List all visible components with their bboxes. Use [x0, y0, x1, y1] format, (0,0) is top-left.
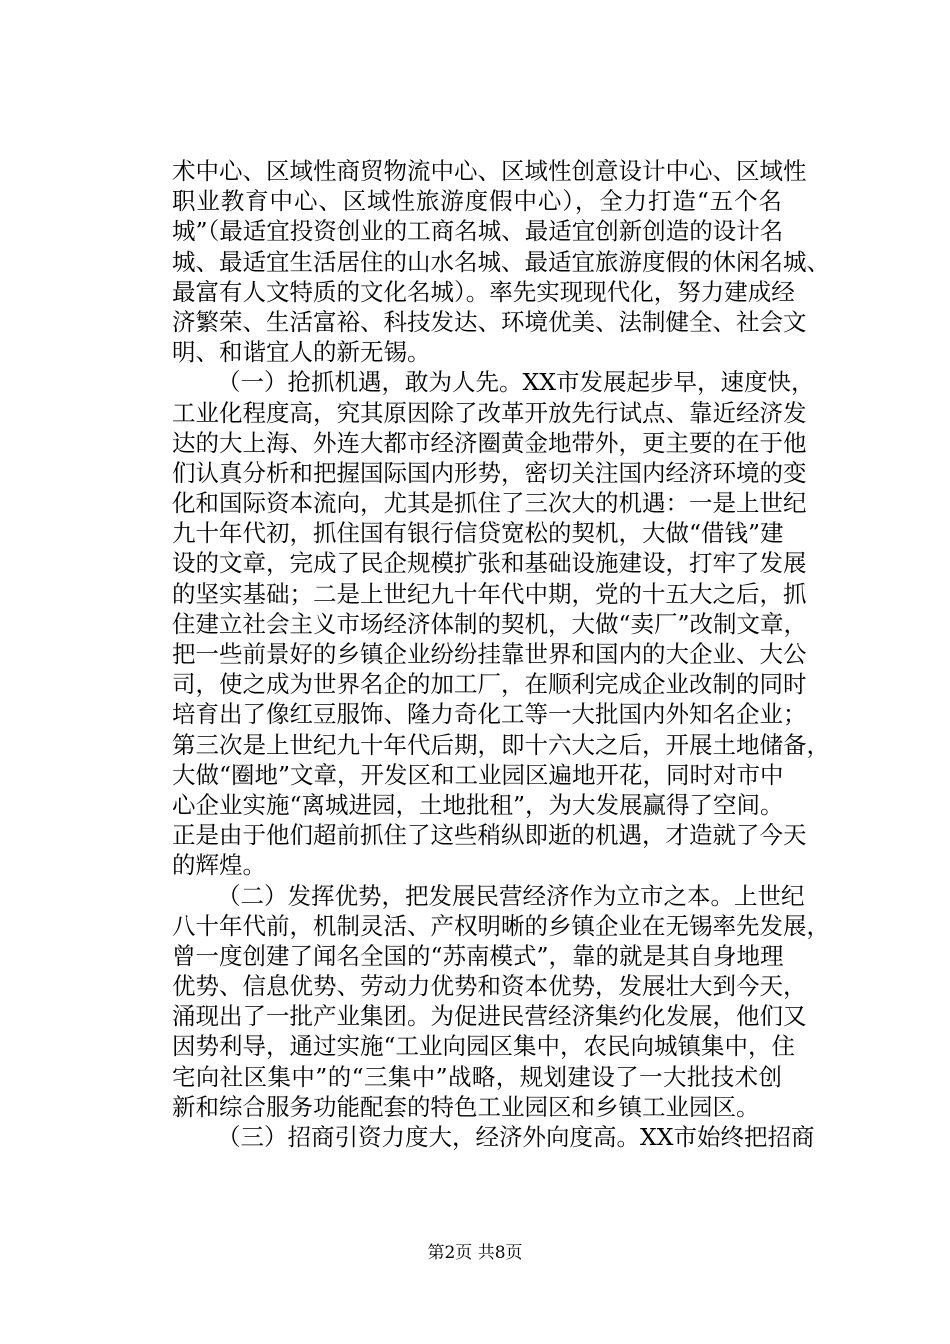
text-line: 职业教育中心、区域性旅游度假中心），全力打造“五个名 [172, 187, 782, 216]
text-line: 住建立社会主义市场经济体制的契机，大做“卖厂”改制文章， [172, 609, 808, 638]
document-body [172, 156, 830, 1152]
text-line: 新和综合服务功能配套的特色工业园区和乡镇工业园区。 [172, 1092, 760, 1121]
text-line: 化和国际资本流向，尤其是抓住了三次大的机遇：一是上世纪 [172, 489, 807, 518]
text-line: 的辉煌。 [172, 851, 266, 880]
text-line: （二）发挥优势，把发展民营经济作为立市之本。上世纪 [217, 881, 805, 910]
text-line: 明、和谐宜人的新无锡。 [172, 338, 431, 367]
text-line: 优势、信息优势、劳动力优势和资本优势，发展壮大到今天， [172, 972, 807, 1001]
text-line: 八十年代前，机制灵活、产权明晰的乡镇企业在无锡率先发展， [172, 911, 830, 940]
text-line: （一）抢抓机遇，敢为人先。XX市发展起步早，速度快， [217, 368, 815, 397]
text-line: 城”（最适宜投资创业的工商名城、最适宜创新创造的设计名 [172, 217, 784, 246]
text-line: 宅向社区集中”的“三集中”战略，规划建设了一大批技术创 [172, 1062, 782, 1091]
text-line: 第三次是上世纪九十年代后期，即十六大之后，开展土地储备， [172, 730, 830, 759]
text-line: 正是由于他们超前抓住了这些稍纵即逝的机遇，才造就了今天 [172, 821, 807, 850]
text-line: 涌现出了一批产业集团。为促进民营经济集约化发展，他们又 [172, 1002, 807, 1031]
text-line: 司，使之成为世界名企的加工厂，在顺利完成企业改制的同时 [172, 670, 807, 699]
text-line: 的坚实基础；二是上世纪九十年代中期，党的十五大之后，抓 [172, 579, 807, 608]
text-line: 大做“圈地”文章，开发区和工业园区遍地开花，同时对市中 [172, 760, 784, 789]
text-line: 培育出了像红豆服饰、隆力奇化工等一大批国内外知名企业； [172, 700, 807, 729]
text-line: （三）招商引资力度大，经济外向度高。XX市始终把招商 [217, 1123, 815, 1151]
text-line: 济繁荣、生活富裕、科技发达、环境优美、法制健全、社会文 [172, 307, 807, 336]
text-line: 设的文章，完成了民企规模扩张和基础设施建设，打牢了发展 [172, 549, 807, 578]
text-line: 把一些前景好的乡镇企业纷纷挂靠世界和国内的大企业、大公 [172, 640, 807, 668]
text-line: 们认真分析和把握国际国内形势，密切关注国内经济环境的变 [172, 458, 807, 487]
text-line: 最富有人文特质的文化名城）。率先实现现代化，努力建成经 [172, 277, 795, 306]
text-line: 城、最适宜生活居住的山水名城、最适宜旅游度假的休闲名城、 [172, 247, 830, 276]
text-line: 因势利导，通过实施“工业向园区集中，农民向城镇集中，住 [172, 1032, 796, 1061]
text-line: 达的大上海、外连大都市经济圈黄金地带外，更主要的在于他 [172, 428, 807, 457]
page-footer: 第2页 共8页 [427, 1243, 523, 1263]
text-line: 曾一度创建了闻名全国的“苏南模式”，靠的就是其自身地理 [172, 941, 784, 970]
text-line: 九十年代初，抓住国有银行信贷宽松的契机，大做“借钱”建 [172, 519, 784, 548]
text-line: 工业化程度高，究其原因除了改革开放先行试点、靠近经济发 [172, 398, 807, 427]
text-line: 心企业实施“离城进园，土地批租”，为大发展赢得了空间。 [172, 790, 784, 819]
text-line: 术中心、区域性商贸物流中心、区域性创意设计中心、区域性 [172, 157, 807, 185]
